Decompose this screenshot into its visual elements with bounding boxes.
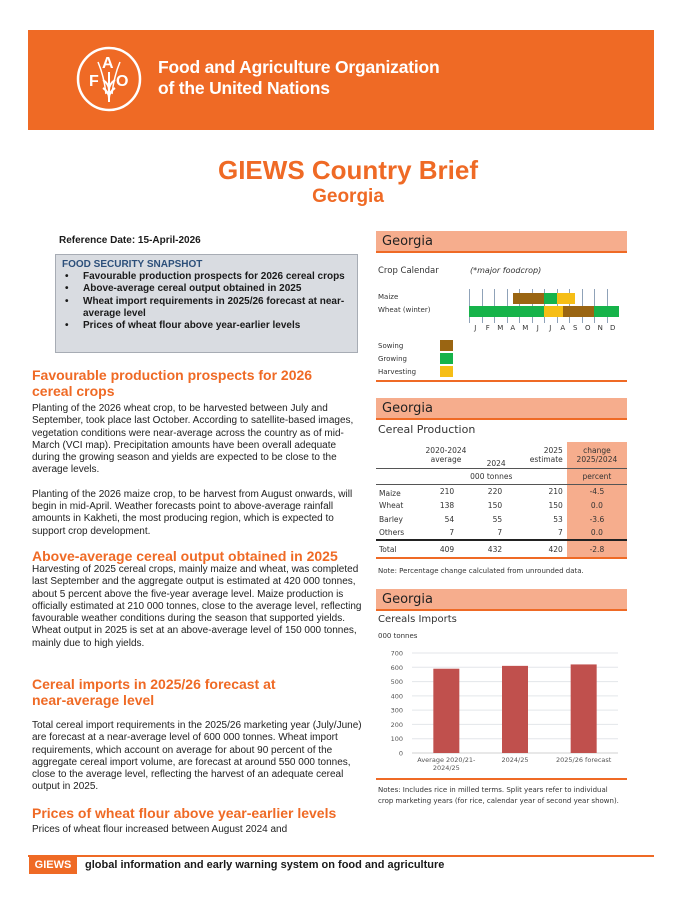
- chart-ylabel: 000 tonnes: [378, 632, 418, 640]
- cell: 210: [439, 486, 455, 496]
- calendar-month-label: J: [474, 324, 477, 332]
- section-paragraph: Prices of wheat flour increased between August 2024 and: [32, 824, 288, 835]
- table-row: [376, 484, 627, 498]
- y-tick-label: 200: [390, 720, 403, 729]
- calendar-segment-growing: [594, 306, 619, 317]
- x-tick-label: 2025/26 forecast: [555, 756, 612, 764]
- section-heading: Favourable production prospects for 2026 cereal crops: [32, 367, 313, 399]
- divider: [376, 380, 627, 382]
- legend-label-sowing: Sowing: [378, 342, 404, 350]
- snapshot-item: • Above-average cereal output obtained in 2025: [62, 283, 351, 295]
- calendar-segment-sowing: [563, 306, 594, 317]
- y-tick-label: 700: [390, 649, 403, 658]
- divider: [376, 778, 627, 780]
- logo-letter-a: A: [102, 55, 114, 72]
- legend-swatch-sowing: [440, 340, 453, 351]
- reference-date: Reference Date: 15-April-2026: [59, 235, 201, 246]
- footer-giews-tag: GIEWS: [29, 857, 77, 874]
- crop-calendar-title: Crop Calendar: [378, 266, 439, 276]
- calendar-month-label: A: [510, 324, 516, 332]
- section-wheat-flour-prices: [32, 805, 362, 836]
- calendar-month-label: J: [536, 324, 539, 332]
- section-paragraph: Planting of the 2026 wheat crop, to be harvested between July and September, took place last October. According to satellite-based images, vegetation conditions were near-average across the country as of mid-March (VCI map). Precipitation amounts have been overall adequate during the growing season and yields are expected to be close to the average levels.: [32, 403, 354, 476]
- fao-logo-icon: [76, 46, 142, 112]
- calendar-month-label: O: [584, 324, 591, 332]
- production-note: Note: Percentage change calculated from unrounded data.: [378, 567, 584, 575]
- section-heading: Above-average cereal output obtained in 2025: [32, 548, 338, 564]
- production-title: Cereal Production: [378, 423, 476, 436]
- y-tick-label: 100: [390, 735, 403, 744]
- snapshot-list: [62, 271, 351, 332]
- table-row: [376, 498, 627, 512]
- x-tick-label: 2024/25: [501, 756, 529, 764]
- col-header-average: 2020-2024 average: [416, 442, 476, 468]
- page-title: GIEWS Country Brief: [217, 155, 478, 185]
- snapshot-item: • Favourable production prospects for 2026 cereal crops: [62, 271, 351, 283]
- cell-change: -4.5: [567, 484, 627, 498]
- snapshot-item: • Prices of wheat flour above year-earlier levels: [62, 320, 351, 332]
- crop-label-wheat: Wheat (winter): [378, 306, 431, 314]
- cell: 210: [548, 486, 563, 496]
- imports-bar-chart: [376, 645, 627, 773]
- chart-title: Cereals Imports: [378, 614, 457, 625]
- col-header-2025: 2025 estimate: [516, 442, 567, 468]
- imports-notes: Notes: Includes rice in milled terms. Split years refer to individual crop marketing years (for rice, calendar year of second year shown).: [378, 786, 619, 805]
- snapshot-heading: FOOD SECURITY SNAPSHOT: [62, 259, 203, 270]
- col-header-change: change 2025/2024: [567, 442, 627, 468]
- imports-panel-title: Georgia: [376, 589, 627, 611]
- calendar-month-label: M: [497, 324, 504, 332]
- production-panel-title: Georgia: [376, 398, 627, 420]
- row-label: Barley: [379, 514, 403, 524]
- table-header-row: [376, 442, 627, 468]
- x-tick-label: 2024/25: [432, 764, 460, 772]
- unit-row: [376, 468, 627, 484]
- section-heading: Cereal imports in 2025/26 forecast at near-average level: [32, 676, 276, 708]
- y-tick-label: 400: [390, 692, 403, 701]
- cell: 7: [416, 526, 476, 540]
- calendar-segment-growing: [544, 293, 557, 304]
- calendar-month-label: A: [560, 324, 566, 332]
- row-label: Maize: [379, 488, 401, 498]
- cell: 53: [553, 514, 563, 524]
- fao-banner: [28, 30, 654, 130]
- production-table: [376, 442, 627, 559]
- crop-calendar-grid: [469, 289, 619, 339]
- col-header-2024: 2024: [476, 442, 516, 468]
- cell-change: 0.0: [567, 526, 627, 540]
- calendar-segment-sowing: [513, 293, 544, 304]
- bar: [433, 669, 459, 753]
- legend-label-harvesting: Harvesting: [378, 368, 417, 376]
- cell-change: -3.6: [567, 512, 627, 526]
- unit-tonnes: 000 tonnes: [416, 468, 567, 484]
- calendar-month-label: M: [522, 324, 529, 332]
- org-name-line1: Food and Agriculture Organization: [158, 57, 440, 77]
- cell: 432: [476, 540, 516, 558]
- cell: 409: [416, 540, 476, 558]
- cell-change: 0.0: [567, 498, 627, 512]
- calendar-month-label: J: [549, 324, 552, 332]
- section-paragraph: Total cereal import requirements in the 2025/26 marketing year (July/June) are forecast at a near-average level of 600 000 tonnes. Wheat import requirements, which account on average for about 90 percent of the aggregate cereal import volume, are forecast at around 550 000 tonnes, close to the average level, reflecting the harvest of an adequate cereal output in 2025.: [32, 720, 362, 793]
- table-row: [376, 526, 627, 540]
- cell: 220: [487, 486, 503, 496]
- row-label: Total: [376, 540, 416, 558]
- cell: 150: [487, 500, 503, 510]
- legend-label-growing: Growing: [378, 355, 407, 363]
- logo-letter-f: F: [89, 73, 99, 90]
- cell: 150: [548, 500, 563, 510]
- cell: 55: [492, 514, 503, 524]
- y-tick-label: 600: [390, 663, 403, 672]
- section-cereal-output: [32, 548, 362, 650]
- org-name-line2: of the United Nations: [158, 78, 330, 98]
- bar: [571, 664, 597, 753]
- y-tick-label: 0: [398, 749, 403, 758]
- crop-calendar-panel-title: Georgia: [376, 231, 627, 253]
- calendar-segment-harvesting: [544, 306, 563, 317]
- crop-label-maize: Maize: [378, 293, 399, 301]
- table-row: [376, 512, 627, 526]
- calendar-segment-growing: [469, 306, 544, 317]
- legend-swatch-growing: [440, 353, 453, 364]
- crop-calendar-note: (*major foodcrop): [470, 266, 542, 275]
- logo-letter-o: O: [116, 73, 129, 90]
- cell: 138: [439, 500, 455, 510]
- calendar-month-label: S: [573, 324, 578, 332]
- section-cereal-imports: [32, 676, 362, 794]
- calendar-month-label: F: [485, 324, 490, 332]
- cell: 420: [516, 540, 567, 558]
- legend-swatch-harvesting: [440, 366, 453, 377]
- unit-percent: percent: [567, 468, 627, 484]
- footer-divider: [28, 855, 654, 857]
- snapshot-item: • Wheat import requirements in 2025/26 forecast at near-average level: [62, 296, 351, 321]
- section-heading: Prices of wheat flour above year-earlier levels: [32, 805, 337, 821]
- food-security-snapshot: [55, 254, 358, 353]
- section-paragraph: Harvesting of 2025 cereal crops, mainly maize and wheat, was completed last September and the aggregate output is estimated at 420 000 tonnes, about 5 percent above the five-year average level. Maize production is officially estimated at 210 000 tonnes, close to the average level, reflecting favourable weather conditions during the season that supported yields. Wheat output in 2025 is set at an above-average level of 150 000 tonnes, mainly due to high yields.: [32, 564, 362, 649]
- table-total-row: [376, 540, 627, 558]
- cell: 54: [444, 514, 455, 524]
- calendar-segment-harvesting: [557, 293, 576, 304]
- x-tick-label: Average 2020/21-: [417, 756, 476, 764]
- section-paragraph: Planting of the 2026 maize crop, to be harvest from August onwards, will begin in mid-April. Weather forecasts point to above-average rainfall amounts in Kakheti, the most producing region, which is expected to support crop development.: [32, 488, 353, 537]
- cell: 7: [516, 526, 567, 540]
- calendar-month-label: D: [610, 324, 616, 332]
- cell-change: -2.8: [567, 540, 627, 558]
- bar: [502, 666, 528, 753]
- y-tick-label: 300: [390, 706, 403, 715]
- row-label: Others: [376, 526, 416, 540]
- y-tick-label: 500: [390, 678, 403, 687]
- country-title: Georgia: [312, 186, 384, 207]
- cell: 7: [476, 526, 516, 540]
- org-name: [158, 57, 440, 99]
- footer-text: global information and early warning system on food and agriculture: [85, 859, 445, 871]
- row-label: Wheat: [379, 500, 404, 510]
- section-production-prospects: [32, 367, 362, 538]
- calendar-month-label: N: [597, 324, 603, 332]
